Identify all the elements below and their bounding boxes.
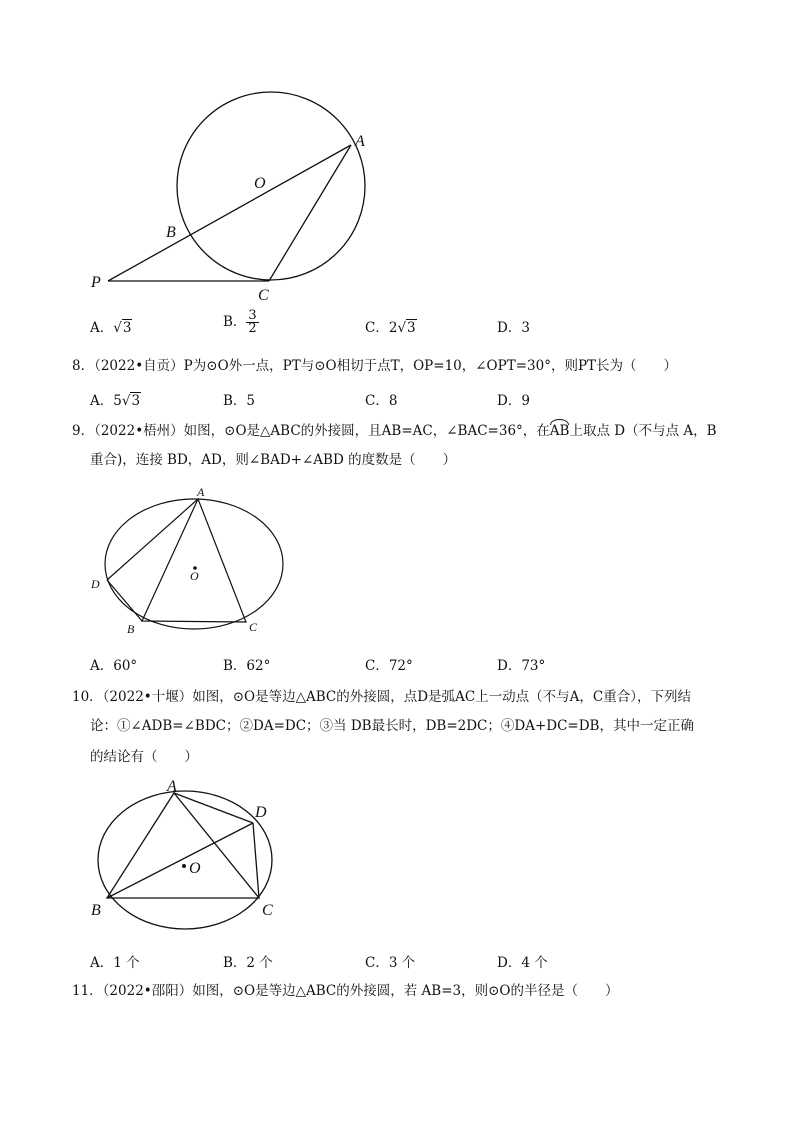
sqrt-expression: √3 <box>121 393 141 409</box>
q8-option-d <box>497 389 530 409</box>
option-label: A． <box>90 955 114 971</box>
arc-symbol: AB <box>549 423 570 439</box>
q10-line3: 的结论有（ ） <box>90 749 198 765</box>
denominator: 2 <box>248 321 257 336</box>
q10-line1: 10．（2022•十堰）如图，⊙O是等边△ABC的外接圆，点D是弧AC上一动点（不与A，C重合），下列结 <box>72 689 691 705</box>
sqrt-expression: √3 <box>397 320 416 336</box>
option-value: 8 <box>388 393 398 409</box>
fig10-segment-BD <box>107 823 253 898</box>
fig10-center-dot <box>182 864 186 868</box>
fig10-triangle-ABC <box>107 793 259 898</box>
q10-option-b <box>223 951 273 971</box>
q9-option-d <box>497 654 545 674</box>
option-value: 5 <box>246 393 256 409</box>
fig10-label-B: B <box>91 902 101 919</box>
fig7-circle <box>177 92 365 280</box>
q8-question <box>72 357 677 375</box>
fig9-label-B: B <box>127 622 135 636</box>
option-label: A． <box>90 658 114 674</box>
figure-q9 <box>0 480 794 650</box>
fig10-circle <box>98 791 272 929</box>
q9-line1 <box>72 422 717 440</box>
q7-option-b <box>223 310 259 335</box>
q10-line2: 论：①∠ADB=∠BDC；②DA=DC；③当 DB最长时，DB=2DC；④DA+DC=DB，其中一定正确 <box>90 718 694 734</box>
option-label: D． <box>497 955 522 971</box>
option-label: C． <box>365 393 389 409</box>
option-label: C． <box>365 658 389 674</box>
option-label: A． <box>90 393 114 409</box>
fig9-label-C: C <box>249 620 258 634</box>
q8-option-c <box>365 389 397 409</box>
option-value: 73° <box>521 658 546 674</box>
q8-option-a <box>90 389 141 409</box>
fig7-label-O: O <box>254 175 266 192</box>
radicand: 3 <box>131 393 141 409</box>
figure-q10 <box>0 770 794 945</box>
option-label: B． <box>223 314 247 330</box>
option-value: 3 个 <box>388 955 416 971</box>
q10-option-a <box>90 951 140 971</box>
option-value: 1 个 <box>113 955 140 971</box>
fig7-segment-AC <box>269 145 351 281</box>
figure-q7 <box>0 0 794 310</box>
option-label: C． <box>365 955 389 971</box>
fraction <box>246 310 258 335</box>
option-label: B． <box>223 393 247 409</box>
option-value: 9 <box>521 393 530 409</box>
q9-line2: 重合)，连接 BD，AD，则∠BAD+∠ABD 的度数是（ ） <box>90 452 457 468</box>
q10-option-d <box>497 951 548 971</box>
radicand: 3 <box>407 320 416 336</box>
numerator: 3 <box>248 308 257 323</box>
q9-text-part2: 上取点 D（不与点 A，B <box>569 423 717 439</box>
q7-option-d <box>497 316 530 336</box>
option-label: D． <box>497 320 522 336</box>
fig10-segment-DC <box>253 823 259 898</box>
fig9-triangle-ABC <box>142 499 246 622</box>
fig9-label-O: O <box>190 569 199 583</box>
sqrt-expression: √3 <box>113 320 132 336</box>
q7-option-c <box>365 316 417 336</box>
fig7-label-A: A <box>355 133 365 150</box>
q9-text-part1: 9．（2022•梧州）如图，⊙O是△ABC的外接圆，且AB=AC，∠BAC=36°，在 <box>72 423 550 439</box>
fig10-label-A: A <box>167 778 177 795</box>
fig10-label-D: D <box>255 804 267 821</box>
coefficient: 2 <box>388 320 398 336</box>
fig9-label-A: A <box>197 485 205 499</box>
radicand: 3 <box>122 320 132 336</box>
q9-option-c <box>365 654 413 674</box>
q9-option-a <box>90 654 137 674</box>
fig7-segment-PA <box>108 145 351 281</box>
option-value: 72° <box>388 658 413 674</box>
q8-text: P为⊙O外一点，PT与⊙O相切于点T，OP=10，∠OPT=30°，则PT长为（ ） <box>183 358 678 374</box>
q11-question: 11．（2022•邵阳）如图，⊙O是等边△ABC的外接圆，若 AB=3，则⊙O的半径是（ ） <box>72 983 619 999</box>
option-label: B． <box>223 658 247 674</box>
q8-option-b <box>223 389 255 409</box>
fig10-label-C: C <box>262 902 273 919</box>
fig10-label-O: O <box>189 860 201 877</box>
fig9-segment-BD <box>107 580 142 621</box>
option-value: 2 个 <box>246 955 273 971</box>
fig9-label-D: D <box>91 577 100 591</box>
option-value: 4 个 <box>521 955 548 971</box>
option-label: B． <box>223 955 247 971</box>
option-value: 62° <box>246 658 271 674</box>
option-value: 3 <box>521 320 530 336</box>
fig7-label-C: C <box>258 287 269 304</box>
option-label: C． <box>365 320 389 336</box>
q10-option-c <box>365 951 415 971</box>
q9-option-b <box>223 654 270 674</box>
fig9-segment-AD <box>107 499 198 580</box>
q7-option-a <box>90 316 132 336</box>
option-label: D． <box>497 658 522 674</box>
q8-source: 8．（2022•自贡） <box>72 358 184 374</box>
fig7-label-P: P <box>91 274 101 291</box>
option-label: D． <box>497 393 522 409</box>
coefficient: 5 <box>113 393 122 409</box>
option-label: A． <box>90 320 114 336</box>
fig7-label-B: B <box>166 224 176 241</box>
option-value: 60° <box>113 658 138 674</box>
